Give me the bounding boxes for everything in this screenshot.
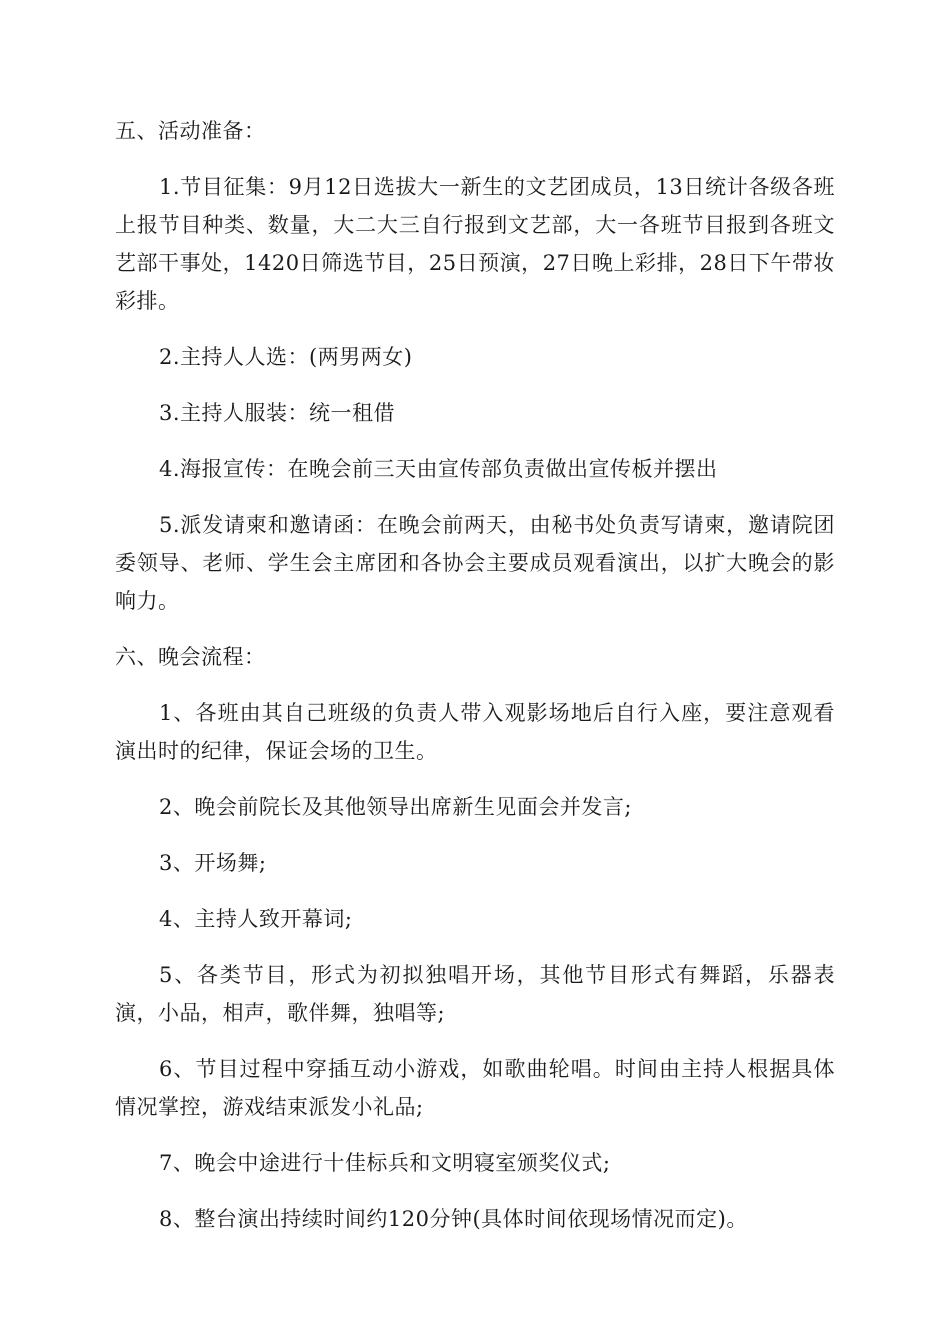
flow-item-5: 5、各类节目，形式为初拟独唱开场，其他节目形式有舞蹈，乐器表演，小品，相声，歌伴舞，独唱等; — [115, 963, 835, 1025]
document-body — [115, 112, 835, 1256]
section-heading-preparation: 五、活动准备： — [115, 119, 266, 143]
preparation-item-1: 1.节目征集：9月12日选拔大一新生的文艺团成员，13日统计各级各班上报节目种类、数量，大二大三自行报到文艺部，大一各班节目报到各班文艺部干事处，1420日筛选节目，25日预演，27日晚上彩排，28日下午带妆彩排。 — [115, 175, 835, 313]
flow-item-4: 4、主持人致开幕词; — [159, 907, 353, 931]
flow-item-7: 7、晚会中途进行十佳标兵和文明寝室颁奖仪式; — [159, 1151, 611, 1175]
preparation-item-3: 3.主持人服装：统一租借 — [159, 401, 396, 425]
section-heading-program-flow: 六、晚会流程： — [115, 645, 266, 669]
preparation-item-5: 5.派发请柬和邀请函：在晚会前两天，由秘书处负责写请柬，邀请院团委领导、老师、学生会主席团和各协会主要成员观看演出，以扩大晚会的影响力。 — [115, 513, 835, 613]
flow-item-1: 1、各班由其自己班级的负责人带入观影场地后自行入座，要注意观看演出时的纪律，保证会场的卫生。 — [115, 701, 835, 763]
flow-item-2: 2、晚会前院长及其他领导出席新生见面会并发言; — [159, 795, 632, 819]
flow-item-8: 8、整台演出持续时间约120分钟(具体时间依现场情况而定)。 — [159, 1207, 748, 1231]
flow-item-3: 3、开场舞; — [159, 851, 267, 875]
preparation-item-2: 2.主持人人选：(两男两女) — [159, 345, 413, 369]
preparation-item-4: 4.海报宣传：在晚会前三天由宣传部负责做出宣传板并摆出 — [159, 457, 718, 481]
flow-item-6: 6、节目过程中穿插互动小游戏，如歌曲轮唱。时间由主持人根据具体情况掌控，游戏结束派发小礼品; — [115, 1057, 835, 1119]
